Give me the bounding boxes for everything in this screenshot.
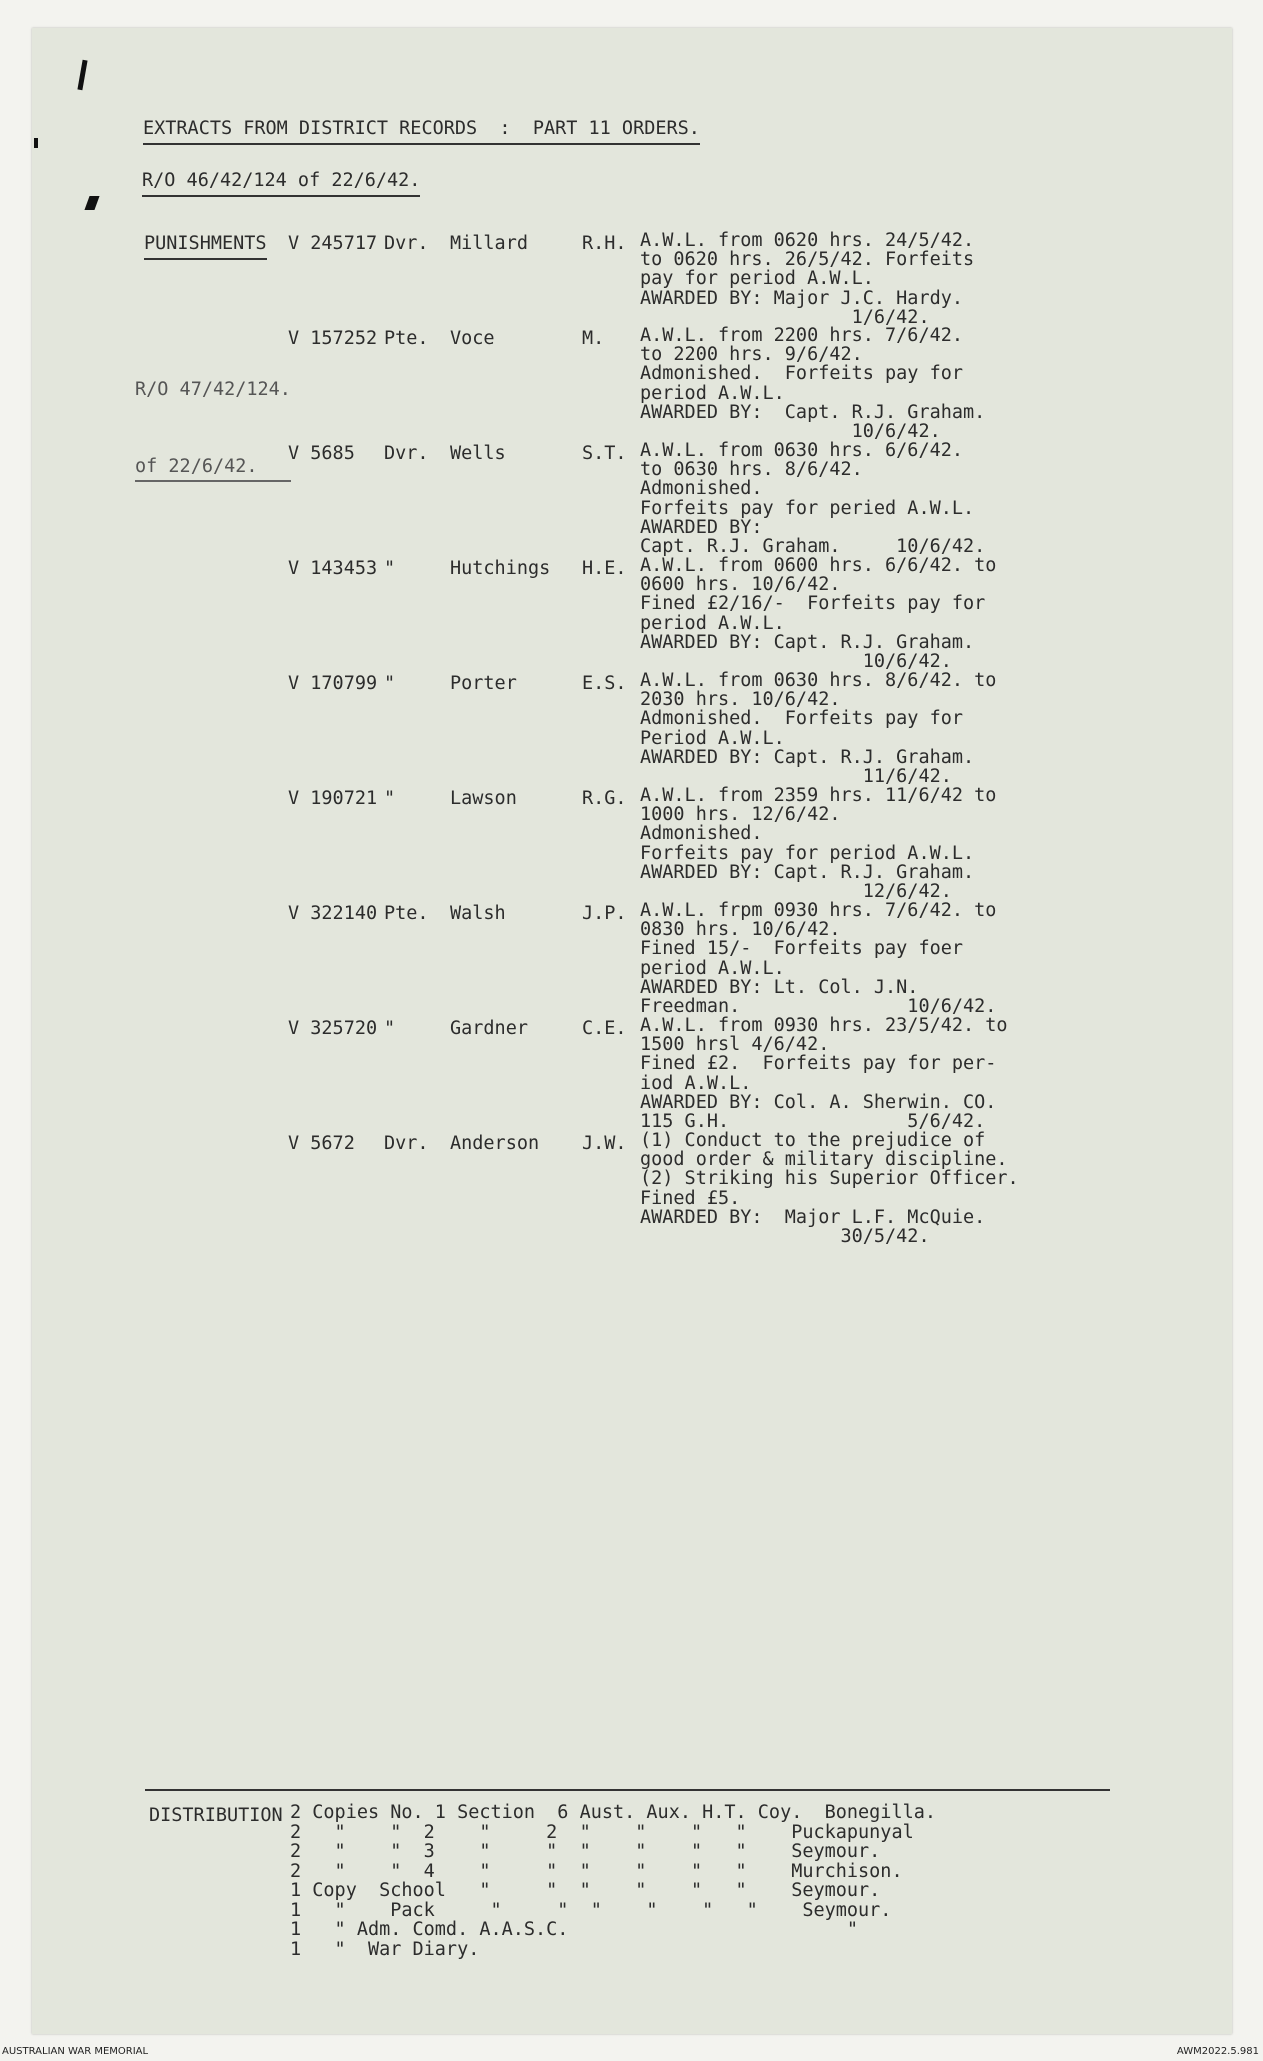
- initials: R.G.: [582, 788, 627, 809]
- detail-line: Period A.W.L.: [640, 727, 785, 749]
- detail-line: pay for period A.W.L.: [640, 268, 874, 290]
- rank: ": [384, 788, 396, 809]
- distribution-row: 1 " War Diary.: [290, 1938, 480, 1960]
- service-number: V 5685: [288, 443, 355, 464]
- side-reference-line: of 22/6/42.: [135, 454, 291, 483]
- initials: S.T.: [582, 443, 627, 464]
- detail-line: to 2200 hrs. 9/6/42.: [640, 344, 863, 366]
- detail-line: period A.W.L.: [640, 382, 785, 404]
- distribution-list: [290, 1803, 936, 1959]
- detail-line: AWARDED BY: Capt. R.J. Graham.: [640, 861, 975, 883]
- detail-line: AWARDED BY: Major J.C. Hardy.: [640, 287, 964, 309]
- service-number: V 325720: [288, 1018, 378, 1039]
- detail-line: AWARDED BY: Lt. Col. J.N.: [640, 976, 919, 998]
- detail-line: Forfeits pay for peried A.W.L.: [640, 497, 975, 519]
- service-number: V 170799: [288, 673, 378, 694]
- soldier-name: Millard: [450, 233, 528, 254]
- rank: Dvr.: [384, 1133, 429, 1154]
- detail-line: 11/6/42.: [640, 766, 952, 788]
- soldier-name: Lawson: [450, 788, 517, 809]
- detail-line: to 0620 hrs. 26/5/42. Forfeits: [640, 249, 975, 271]
- detail-line: AWARDED BY: Capt. R.J. Graham.: [640, 401, 986, 423]
- detail-line: Fined £5.: [640, 1187, 741, 1209]
- initials: J.W.: [582, 1133, 627, 1154]
- service-number: V 157252: [288, 328, 378, 349]
- initials: C.E.: [582, 1018, 627, 1039]
- service-number: V 322140: [288, 903, 378, 924]
- order-reference: R/O 46/42/124 of 22/6/42.: [142, 168, 420, 197]
- detail-line: AWARDED BY:: [640, 516, 763, 538]
- detail-line: 2030 hrs. 10/6/42.: [640, 689, 841, 711]
- detail-line: A.W.L. from 0620 hrs. 24/5/42.: [640, 230, 975, 251]
- service-number: V 190721: [288, 788, 378, 809]
- footer-left: AUSTRALIAN WAR MEMORIAL: [2, 2046, 149, 2057]
- detail-line: AWARDED BY: Capt. R.J. Graham.: [640, 746, 975, 768]
- detail-line: period A.W.L.: [640, 612, 785, 634]
- detail-line: good order & military discipline.: [640, 1149, 1008, 1171]
- punch-mark: [84, 196, 99, 210]
- staple-mark: [77, 60, 87, 90]
- detail-line: A.W.L. from 0930 hrs. 23/5/42. to: [640, 1015, 1008, 1036]
- initials: H.E.: [582, 558, 627, 579]
- offence-details: [640, 901, 996, 1016]
- divider-rule: [145, 1789, 1110, 1791]
- punch-mark: [34, 138, 38, 148]
- rank: ": [384, 1018, 396, 1039]
- distribution-label: DISTRIBUTION: [149, 1805, 283, 1826]
- initials: R.H.: [582, 233, 627, 254]
- initials: J.P.: [582, 903, 627, 924]
- detail-line: 30/5/42.: [640, 1226, 930, 1248]
- detail-line: Fined £2/16/- Forfeits pay for: [640, 593, 986, 615]
- detail-line: Admonished.: [640, 823, 763, 845]
- offence-details: [640, 231, 974, 327]
- rank: ": [384, 673, 396, 694]
- service-number: V 5672: [288, 1133, 355, 1154]
- document-title: EXTRACTS FROM DISTRICT RECORDS : PART 11 ORDERS.: [143, 116, 700, 145]
- soldier-name: Gardner: [450, 1018, 528, 1039]
- soldier-name: Walsh: [450, 903, 506, 924]
- offence-details: [640, 1016, 1008, 1131]
- detail-line: 115 G.H. 5/6/42.: [640, 1111, 986, 1133]
- soldier-name: Wells: [450, 443, 506, 464]
- section-label: PUNISHMENTS: [144, 231, 267, 260]
- rank: Dvr.: [384, 443, 429, 464]
- rank: Dvr.: [384, 233, 429, 254]
- detail-line: 1000 hrs. 12/6/42.: [640, 804, 841, 826]
- detail-line: Admonished. Forfeits pay for: [640, 708, 964, 730]
- detail-line: A.W.L. frpm 0930 hrs. 7/6/42. to: [640, 900, 997, 921]
- soldier-name: Anderson: [450, 1133, 540, 1154]
- detail-line: 10/6/42.: [640, 421, 941, 443]
- side-reference: [135, 326, 291, 533]
- detail-line: AWARDED BY: Major L.F. McQuie.: [640, 1206, 986, 1228]
- detail-line: A.W.L. from 0630 hrs. 8/6/42. to: [640, 670, 997, 691]
- detail-line: AWARDED BY: Col. A. Sherwin. CO.: [640, 1091, 997, 1113]
- service-number: V 143453: [288, 558, 378, 579]
- detail-line: Freedman. 10/6/42.: [640, 996, 997, 1018]
- distribution-row: 2 " " 4 " " " " " " Murchison.: [290, 1860, 903, 1882]
- distribution-row: 1 " Adm. Comd. A.A.S.C. ": [290, 1919, 859, 1940]
- side-reference-line: R/O 47/42/124.: [135, 379, 291, 400]
- offence-details: [640, 671, 996, 786]
- detail-line: Fined £2. Forfeits pay for per-: [640, 1053, 997, 1075]
- soldier-name: Voce: [450, 328, 495, 349]
- distribution-row: 2 " " 2 " 2 " " " " Puckapunyal: [290, 1821, 914, 1843]
- initials: E.S.: [582, 673, 627, 694]
- offence-details: [640, 441, 985, 556]
- distribution-row: 2 Copies No. 1 Section 6 Aust. Aux. H.T. Coy. Bonegilla.: [290, 1802, 937, 1823]
- detail-line: AWARDED BY: Capt. R.J. Graham.: [640, 631, 975, 653]
- distribution-row: 2 " " 3 " " " " " " Seymour.: [290, 1841, 881, 1862]
- detail-line: Fined 15/- Forfeits pay foer: [640, 938, 964, 960]
- detail-line: A.W.L. from 2200 hrs. 7/6/42.: [640, 325, 964, 346]
- distribution-row: 1 " Pack " " " " " " Seymour.: [290, 1899, 892, 1921]
- detail-line: Forfeits pay for period A.W.L.: [640, 842, 975, 864]
- detail-line: A.W.L. from 0600 hrs. 6/6/42. to: [640, 555, 997, 576]
- detail-line: (1) Conduct to the prejudice of: [640, 1130, 986, 1151]
- detail-line: 10/6/42.: [640, 651, 952, 673]
- distribution-row: 1 Copy School " " " " " " Seymour.: [290, 1880, 881, 1901]
- detail-line: A.W.L. from 2359 hrs. 11/6/42 to: [640, 785, 997, 806]
- rank: ": [384, 558, 396, 579]
- detail-line: A.W.L. from 0630 hrs. 6/6/42.: [640, 440, 964, 461]
- soldier-name: Hutchings: [450, 558, 551, 579]
- detail-line: 0830 hrs. 10/6/42.: [640, 919, 841, 941]
- footer-right: AWM2022.5.981: [1176, 2046, 1259, 2057]
- detail-line: to 0630 hrs. 8/6/42.: [640, 459, 863, 481]
- detail-line: Capt. R.J. Graham. 10/6/42.: [640, 536, 986, 558]
- detail-line: (2) Striking his Superior Officer.: [640, 1168, 1019, 1190]
- offence-details: [640, 556, 996, 671]
- detail-line: iod A.W.L.: [640, 1072, 752, 1094]
- offence-details: [640, 1131, 1019, 1246]
- rank: Pte.: [384, 328, 429, 349]
- detail-line: Admonished.: [640, 478, 763, 500]
- detail-line: period A.W.L.: [640, 957, 785, 979]
- initials: M.: [582, 328, 605, 349]
- detail-line: Admonished. Forfeits pay for: [640, 363, 964, 385]
- detail-line: 1/6/42.: [640, 306, 930, 328]
- soldier-name: Porter: [450, 673, 517, 694]
- rank: Pte.: [384, 903, 429, 924]
- document-page: [32, 28, 1232, 2034]
- offence-details: [640, 786, 996, 901]
- detail-line: 0600 hrs. 10/6/42.: [640, 574, 841, 596]
- offence-details: [640, 326, 985, 441]
- service-number: V 245717: [288, 233, 378, 254]
- detail-line: 12/6/42.: [640, 881, 952, 903]
- detail-line: 1500 hrsl 4/6/42.: [640, 1034, 830, 1056]
